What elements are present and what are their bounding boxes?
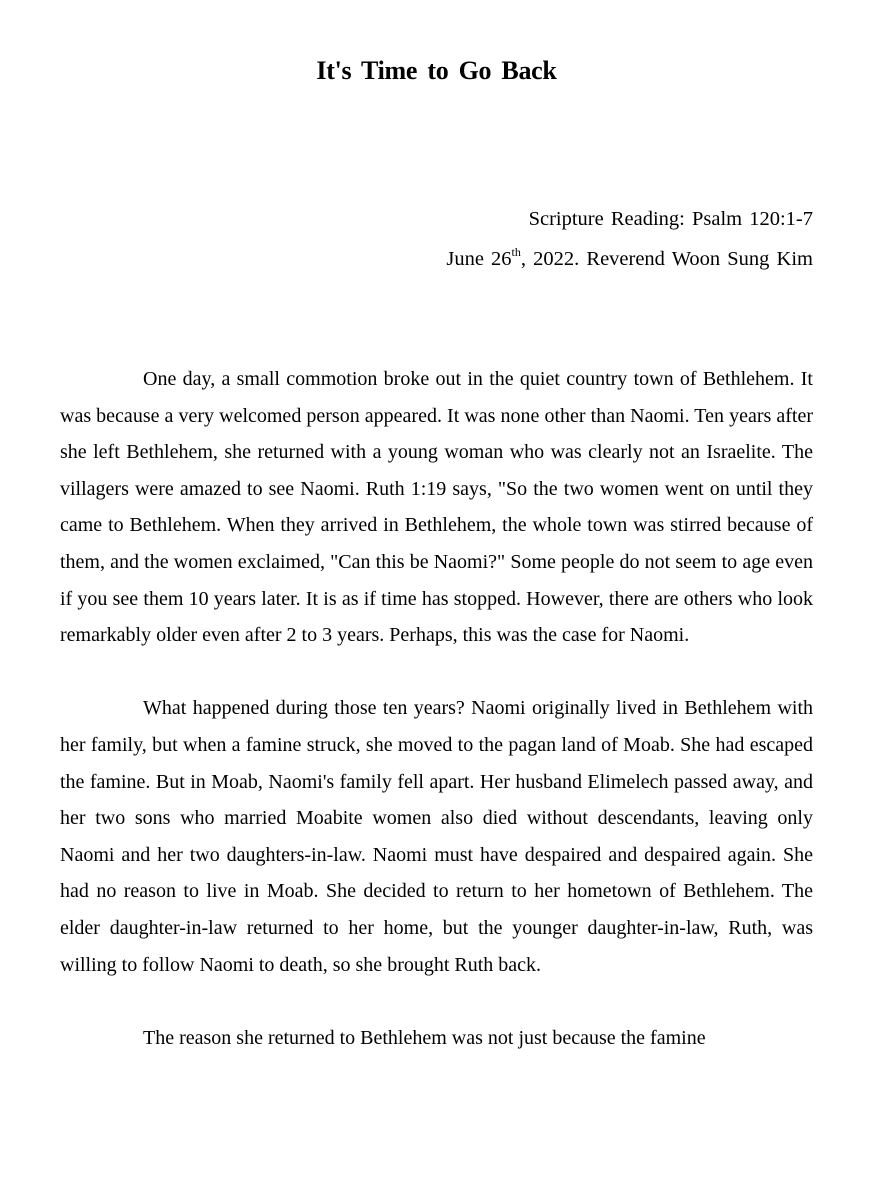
paragraph: The reason she returned to Bethlehem was not just because the famine bbox=[143, 1026, 706, 1049]
date-prefix: June 26 bbox=[446, 248, 512, 270]
date-and-author bbox=[446, 245, 813, 271]
paragraph: One day, a small commotion broke out in the quiet country town of Bethlehem. It was because a very welcomed person appeared. It was none other than Naomi. Ten years after she left Bethlehem, she returned with a young woman who was clearly not an Israelite. The villagers were amazed to see Naomi. Ruth 1:19 says, "So the two women went on until they came to Bethlehem. When they arrived in Bethlehem, the whole town was stirred because of them, and the women exclaimed, "Can this be Naomi?" Some people do not seem to age even if you see them 10 years later. It is as if time has stopped. However, there are others who look remarkably older even after 2 to 3 years. Perhaps, this was the case for Naomi. bbox=[60, 368, 813, 647]
sermon-title: It's Time to Go Back bbox=[316, 56, 557, 85]
date-rest: , 2022. Reverend Woon Sung Kim bbox=[520, 248, 813, 270]
paragraph: What happened during those ten years? Naomi originally lived in Bethlehem with her family, but when a famine struck, she moved to the pagan land of Moab. She had escaped the famine. But in Moab, Naomi's family fell apart. Her husband Elimelech passed away, and her two sons who married Moabite women also died without descendants, leaving only Naomi and her two daughters-in-law. Naomi must have despaired and despaired again. She had no reason to live in Moab. She decided to return to her hometown of Bethlehem. The elder daughter-in-law returned to her home, but the younger daughter-in-law, Ruth, was willing to follow Naomi to death, so she brought Ruth back. bbox=[60, 697, 813, 976]
date-ordinal-suffix: th bbox=[511, 245, 521, 259]
sermon-body bbox=[60, 361, 813, 1056]
scripture-reading: Scripture Reading: Psalm 120:1-7 bbox=[528, 208, 813, 230]
